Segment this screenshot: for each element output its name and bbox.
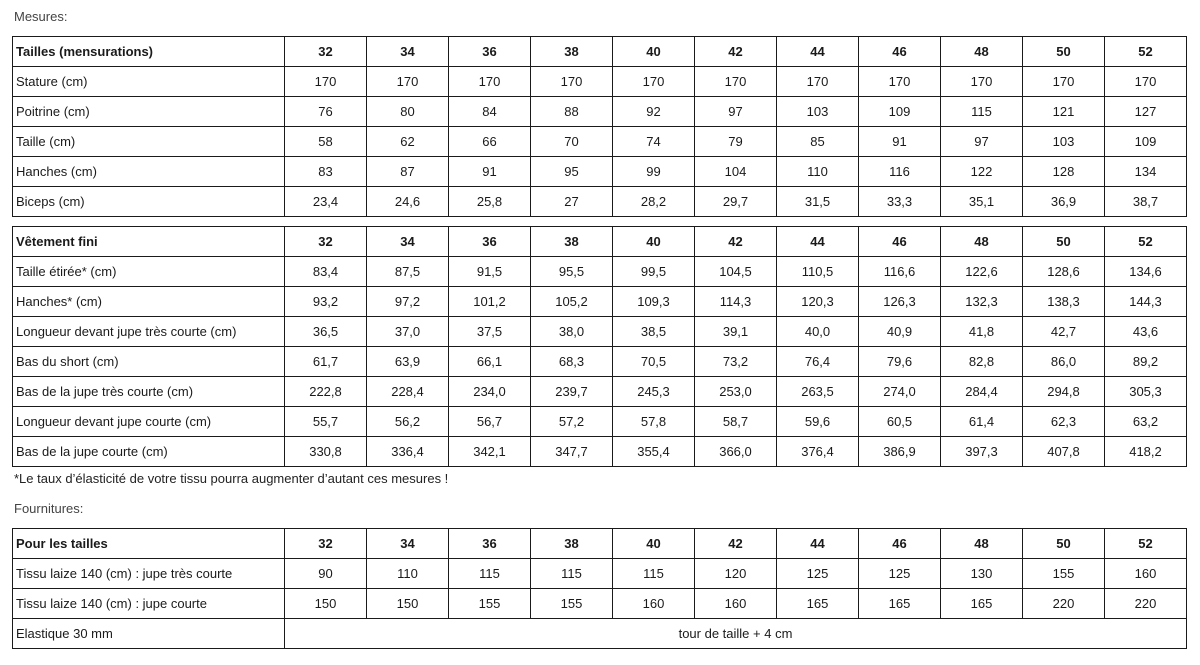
table-cell: 170 (367, 67, 449, 97)
row-label: Bas de la jupe courte (cm) (13, 437, 285, 467)
table-cell: 170 (285, 67, 367, 97)
row-label: Hanches* (cm) (13, 287, 285, 317)
table-cell: 97,2 (367, 287, 449, 317)
table-row (13, 257, 1187, 287)
table-cell: 120 (695, 559, 777, 589)
table-cell: 37,0 (367, 317, 449, 347)
table-cell: 170 (695, 67, 777, 97)
table-cell: 160 (695, 589, 777, 619)
size-header: 34 (367, 227, 449, 257)
table-cell: 121 (1023, 97, 1105, 127)
table-cell: 103 (777, 97, 859, 127)
table-cell: 130 (941, 559, 1023, 589)
table-cell: 99 (613, 157, 695, 187)
row-label: Taille (cm) (13, 127, 285, 157)
table-cell: 36,9 (1023, 187, 1105, 217)
table-cell: 95,5 (531, 257, 613, 287)
size-header: 40 (613, 37, 695, 67)
size-header: 46 (859, 227, 941, 257)
table-row (13, 97, 1187, 127)
table-cell: 165 (777, 589, 859, 619)
table-cell: 103 (1023, 127, 1105, 157)
table-cell: 91 (449, 157, 531, 187)
table-cell: 97 (695, 97, 777, 127)
table-cell: 220 (1105, 589, 1187, 619)
table-cell: 114,3 (695, 287, 777, 317)
table-cell: 160 (1105, 559, 1187, 589)
table-cell: 228,4 (367, 377, 449, 407)
table-cell: 60,5 (859, 407, 941, 437)
table-cell: 92 (613, 97, 695, 127)
table-cell: 170 (941, 67, 1023, 97)
table-cell: 160 (613, 589, 695, 619)
table-cell: 397,3 (941, 437, 1023, 467)
table-cell: 165 (859, 589, 941, 619)
table-row (13, 287, 1187, 317)
table-cell: 132,3 (941, 287, 1023, 317)
table-cell: 386,9 (859, 437, 941, 467)
header-label: Pour les tailles (13, 529, 285, 559)
table-cell: 134,6 (1105, 257, 1187, 287)
table-cell: 40,0 (777, 317, 859, 347)
table-cell: 110 (777, 157, 859, 187)
table-cell: 82,8 (941, 347, 1023, 377)
row-label: Bas de la jupe très courte (cm) (13, 377, 285, 407)
table-cell: 407,8 (1023, 437, 1105, 467)
table-cell: 83,4 (285, 257, 367, 287)
table-cell: 122 (941, 157, 1023, 187)
table-row-elastique (13, 619, 1187, 649)
table-cell: 138,3 (1023, 287, 1105, 317)
row-label: Hanches (cm) (13, 157, 285, 187)
size-header: 44 (777, 227, 859, 257)
table-cell: 109,3 (613, 287, 695, 317)
table-cell: 101,2 (449, 287, 531, 317)
table-cell: 70 (531, 127, 613, 157)
table-cell: 109 (859, 97, 941, 127)
size-header: 44 (777, 529, 859, 559)
table-cell: 62,3 (1023, 407, 1105, 437)
row-label: Bas du short (cm) (13, 347, 285, 377)
row-label: Poitrine (cm) (13, 97, 285, 127)
size-header: 48 (941, 227, 1023, 257)
table-cell: 24,6 (367, 187, 449, 217)
table-cell: 39,1 (695, 317, 777, 347)
table-cell: 150 (367, 589, 449, 619)
table-cell: 120,3 (777, 287, 859, 317)
table-row (13, 157, 1187, 187)
table-cell: 239,7 (531, 377, 613, 407)
table-cell: 155 (449, 589, 531, 619)
table-cell: 89,2 (1105, 347, 1187, 377)
table-cell: 42,7 (1023, 317, 1105, 347)
table-cell: 35,1 (941, 187, 1023, 217)
table-cell: 91 (859, 127, 941, 157)
finished-garment-table (12, 226, 1187, 467)
header-label: Tailles (mensurations) (13, 37, 285, 67)
table-row (13, 589, 1187, 619)
table-cell: 274,0 (859, 377, 941, 407)
table-cell: 104,5 (695, 257, 777, 287)
table-row (13, 127, 1187, 157)
row-label: Tissu laize 140 (cm) : jupe très courte (13, 559, 285, 589)
header-label: Vêtement fini (13, 227, 285, 257)
table-cell: 155 (531, 589, 613, 619)
table-cell: 418,2 (1105, 437, 1187, 467)
size-header: 46 (859, 37, 941, 67)
table-cell: 116,6 (859, 257, 941, 287)
size-header: 40 (613, 227, 695, 257)
table-cell: 84 (449, 97, 531, 127)
table-cell: 109 (1105, 127, 1187, 157)
table-cell: 37,5 (449, 317, 531, 347)
table-cell: 68,3 (531, 347, 613, 377)
table-cell: 57,2 (531, 407, 613, 437)
size-header: 32 (285, 227, 367, 257)
size-header: 38 (531, 37, 613, 67)
size-header: 52 (1105, 529, 1187, 559)
table-cell: 115 (449, 559, 531, 589)
table-cell: 347,7 (531, 437, 613, 467)
row-label: Biceps (cm) (13, 187, 285, 217)
size-header: 48 (941, 529, 1023, 559)
table-header-row (13, 227, 1187, 257)
table-cell: 86,0 (1023, 347, 1105, 377)
table-cell: 294,8 (1023, 377, 1105, 407)
table-cell: 263,5 (777, 377, 859, 407)
supplies-table (12, 528, 1187, 649)
table-cell: 170 (449, 67, 531, 97)
table-cell: 33,3 (859, 187, 941, 217)
table-cell: 342,1 (449, 437, 531, 467)
table-cell: 95 (531, 157, 613, 187)
fournitures-label: Fournitures: (14, 501, 84, 516)
measurements-table (12, 36, 1187, 217)
table-cell: 253,0 (695, 377, 777, 407)
table-cell: 58 (285, 127, 367, 157)
table-cell: 66 (449, 127, 531, 157)
table-cell: 38,5 (613, 317, 695, 347)
table-cell: 40,9 (859, 317, 941, 347)
table-cell: 245,3 (613, 377, 695, 407)
table-cell: 36,5 (285, 317, 367, 347)
table-cell: 150 (285, 589, 367, 619)
table-row (13, 317, 1187, 347)
table-cell: 76 (285, 97, 367, 127)
table-cell: 170 (859, 67, 941, 97)
table-cell: 43,6 (1105, 317, 1187, 347)
table-row (13, 347, 1187, 377)
row-label: Elastique 30 mm (13, 619, 285, 649)
table-row (13, 187, 1187, 217)
row-label: Longueur devant jupe courte (cm) (13, 407, 285, 437)
size-header: 50 (1023, 529, 1105, 559)
table-cell: 74 (613, 127, 695, 157)
table-cell: 127 (1105, 97, 1187, 127)
size-header: 48 (941, 37, 1023, 67)
table-cell: 170 (531, 67, 613, 97)
table-cell: 55,7 (285, 407, 367, 437)
size-header: 50 (1023, 37, 1105, 67)
table-cell: 126,3 (859, 287, 941, 317)
table-cell: 110,5 (777, 257, 859, 287)
size-header: 34 (367, 37, 449, 67)
table-cell: 99,5 (613, 257, 695, 287)
table-cell: 63,9 (367, 347, 449, 377)
table-cell: 128,6 (1023, 257, 1105, 287)
table-cell: 25,8 (449, 187, 531, 217)
table-cell: 110 (367, 559, 449, 589)
table-cell: 170 (1105, 67, 1187, 97)
table-cell: 220 (1023, 589, 1105, 619)
table-cell: 41,8 (941, 317, 1023, 347)
table-cell: 165 (941, 589, 1023, 619)
table-row (13, 407, 1187, 437)
table-cell: 38,7 (1105, 187, 1187, 217)
table-cell: 87 (367, 157, 449, 187)
size-header: 40 (613, 529, 695, 559)
table-cell: 85 (777, 127, 859, 157)
table-cell: 116 (859, 157, 941, 187)
table-cell: 70,5 (613, 347, 695, 377)
size-header: 32 (285, 37, 367, 67)
table-cell: 170 (1023, 67, 1105, 97)
table-cell: 122,6 (941, 257, 1023, 287)
row-label: Stature (cm) (13, 67, 285, 97)
size-header: 50 (1023, 227, 1105, 257)
table-cell: 57,8 (613, 407, 695, 437)
table-cell: 155 (1023, 559, 1105, 589)
table-cell: 330,8 (285, 437, 367, 467)
table-cell: 31,5 (777, 187, 859, 217)
table-cell: 144,3 (1105, 287, 1187, 317)
table-cell: 125 (777, 559, 859, 589)
table-cell: 284,4 (941, 377, 1023, 407)
table-cell: 83 (285, 157, 367, 187)
table-cell: 104 (695, 157, 777, 187)
table-cell: 76,4 (777, 347, 859, 377)
table-header-row (13, 37, 1187, 67)
table-cell: 128 (1023, 157, 1105, 187)
table-cell: 27 (531, 187, 613, 217)
table-cell: 28,2 (613, 187, 695, 217)
table-cell: 61,7 (285, 347, 367, 377)
table-row (13, 67, 1187, 97)
table-cell: 29,7 (695, 187, 777, 217)
row-label: Taille étirée* (cm) (13, 257, 285, 287)
table-cell: 366,0 (695, 437, 777, 467)
table-cell: 222,8 (285, 377, 367, 407)
table-cell: 115 (531, 559, 613, 589)
table-cell: 38,0 (531, 317, 613, 347)
size-header: 34 (367, 529, 449, 559)
table-cell: 73,2 (695, 347, 777, 377)
size-header: 42 (695, 37, 777, 67)
size-header: 42 (695, 529, 777, 559)
table-cell: 61,4 (941, 407, 1023, 437)
table-cell: 170 (613, 67, 695, 97)
size-header: 32 (285, 529, 367, 559)
table-cell: 91,5 (449, 257, 531, 287)
table-cell: 66,1 (449, 347, 531, 377)
table-cell: 62 (367, 127, 449, 157)
table-cell: 80 (367, 97, 449, 127)
size-header: 38 (531, 227, 613, 257)
table-row (13, 377, 1187, 407)
table-header-row (13, 529, 1187, 559)
table-cell: 93,2 (285, 287, 367, 317)
table-cell: 87,5 (367, 257, 449, 287)
table-cell: 23,4 (285, 187, 367, 217)
table-cell: 115 (613, 559, 695, 589)
table-cell: 63,2 (1105, 407, 1187, 437)
size-header: 44 (777, 37, 859, 67)
row-label: Longueur devant jupe très courte (cm) (13, 317, 285, 347)
table-cell: 97 (941, 127, 1023, 157)
row-label: Tissu laize 140 (cm) : jupe courte (13, 589, 285, 619)
table-cell: 234,0 (449, 377, 531, 407)
size-header: 52 (1105, 37, 1187, 67)
size-header: 46 (859, 529, 941, 559)
table-cell: 355,4 (613, 437, 695, 467)
size-header: 52 (1105, 227, 1187, 257)
size-header: 36 (449, 37, 531, 67)
mesures-label: Mesures: (14, 9, 68, 24)
table-cell: 79,6 (859, 347, 941, 377)
table-cell: 305,3 (1105, 377, 1187, 407)
size-header: 36 (449, 529, 531, 559)
table-cell: 59,6 (777, 407, 859, 437)
table-cell: 79 (695, 127, 777, 157)
table-row (13, 437, 1187, 467)
table-cell: 376,4 (777, 437, 859, 467)
elastique-value: tour de taille + 4 cm (285, 619, 1187, 649)
size-header: 42 (695, 227, 777, 257)
table-cell: 105,2 (531, 287, 613, 317)
table-cell: 56,2 (367, 407, 449, 437)
table-cell: 336,4 (367, 437, 449, 467)
elasticity-footnote: *Le taux d’élasticité de votre tissu pourra augmenter d’autant ces mesures ! (14, 471, 449, 486)
table-cell: 115 (941, 97, 1023, 127)
table-cell: 134 (1105, 157, 1187, 187)
size-header: 36 (449, 227, 531, 257)
table-cell: 125 (859, 559, 941, 589)
table-cell: 170 (777, 67, 859, 97)
table-cell: 88 (531, 97, 613, 127)
table-cell: 58,7 (695, 407, 777, 437)
table-cell: 90 (285, 559, 367, 589)
table-cell: 56,7 (449, 407, 531, 437)
table-row (13, 559, 1187, 589)
size-header: 38 (531, 529, 613, 559)
